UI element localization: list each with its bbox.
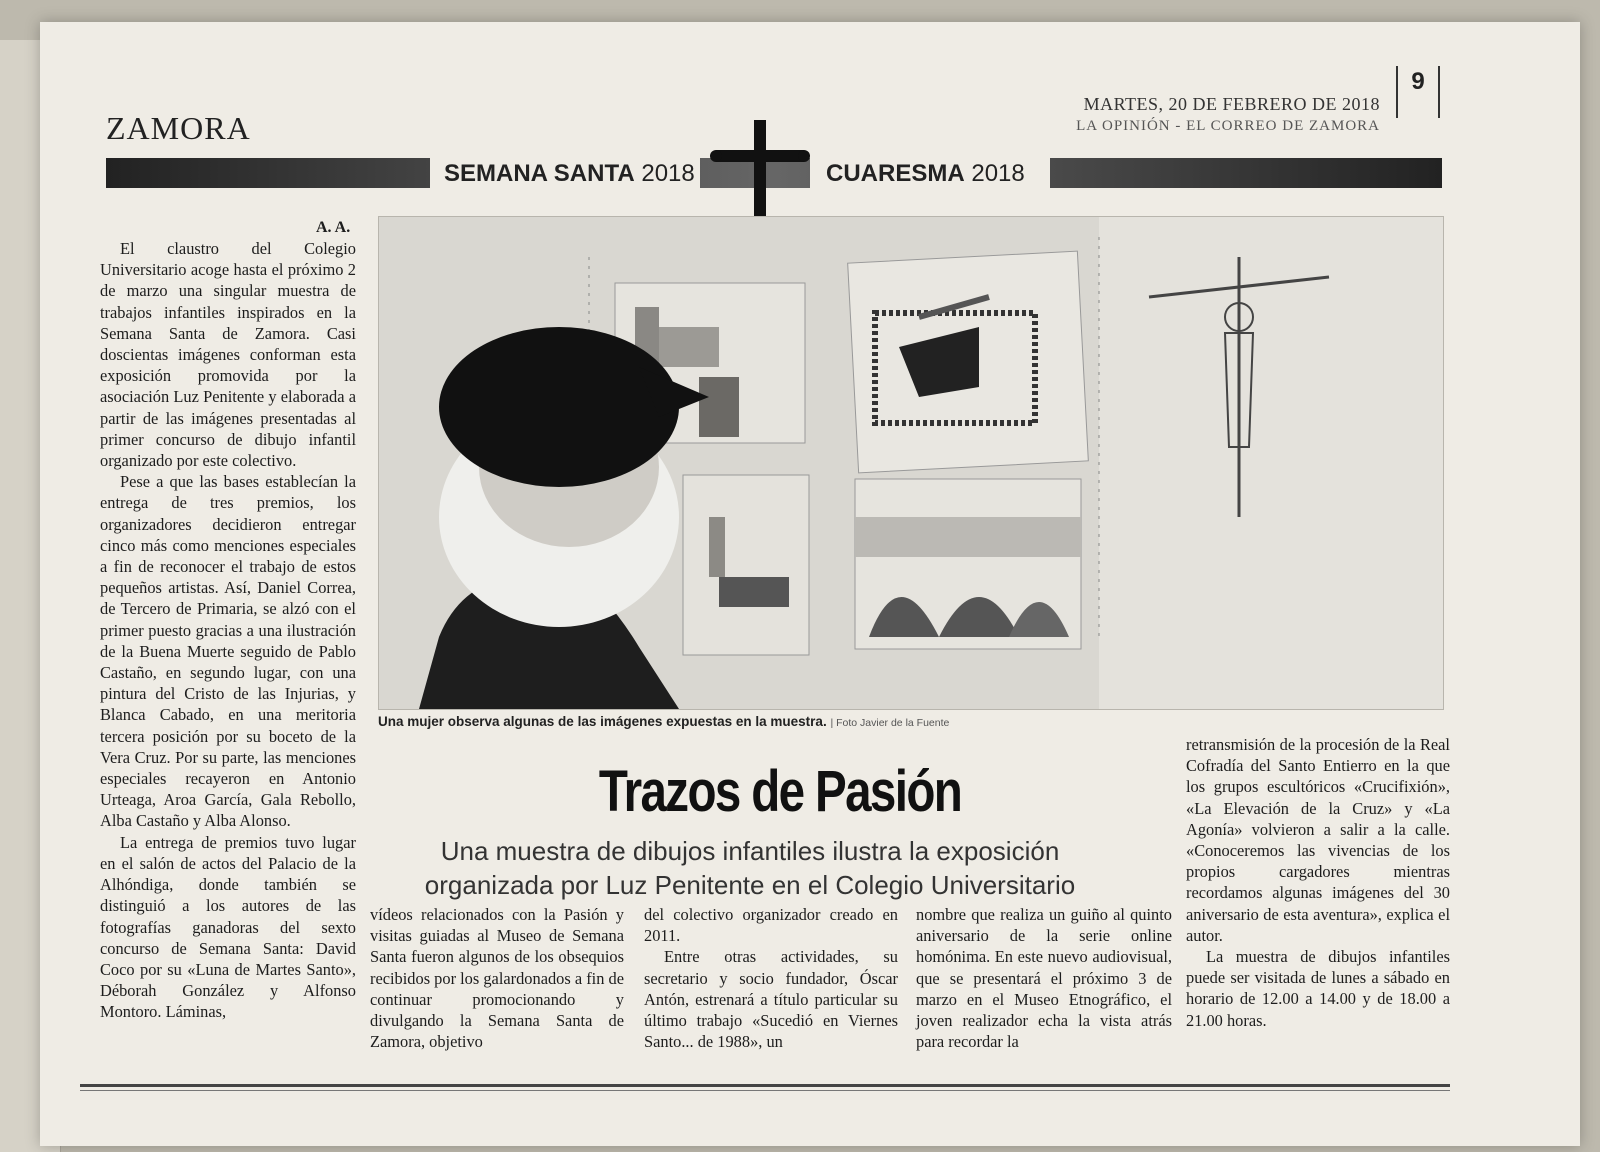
band-label-cuaresma: [826, 160, 1025, 188]
paragraph: vídeos relacionados con la Pasión y visitas guiadas al Museo de Semana Santa fueron algunos de los obsequios recibidos por los galardonados a fin de continuar promocionando y divulgando la Semana Santa de Zamora, objetivo: [370, 905, 624, 1052]
headline: Trazos de Pasión: [598, 759, 962, 824]
band-right-year: 2018: [971, 160, 1025, 187]
paragraph: retransmisión de la procesión de la Real Cofradía del Santo Entierro en la que los grupos escultóricos «Crucifixión», «La Elevación de la Cruz» y «La Agonía» volvieron a salir a la calle. «Conoceremos las vivencias de los propios cargadores mientras recordamos algunas imágenes del 30 aniversario de esta aventura», explica el autor.: [1186, 735, 1450, 945]
article-column-1: [100, 238, 356, 1023]
band-left-bold: SEMANA SANTA: [444, 160, 635, 187]
bottom-rule-thin: [80, 1090, 1450, 1091]
paragraph: Pese a que las bases establecían la entrega de tres premios, los organizadores decidieron entregar cinco más como menciones especiales a fin de reconocer el trabajo de estos pequeños artistas. Así, Daniel Correa, de Tercero de Primaria, se alzó con el primer puesto gracias a una ilustración de la Buena Muerte seguido de Pablo Castaño, en segundo lugar, con una pintura del Cristo de las Injurias, y Blanca Cabado, en una meritoria tercera posición por su boceto de la Vera Cruz. Por su parte, las menciones especiales recayeron en Antonio Urteaga, Aroa García, Gala Rebollo, Alba Castaño y Alba Alonso.: [100, 472, 356, 831]
photo-credit: | Foto Javier de la Fuente: [830, 717, 950, 729]
paragraph: nombre que realiza un guiño al quinto aniversario de la serie online homónima. En este nuevo audiovisual, que se presentará el próximo 3 de marzo en el Museo Etnográfico, el joven realizador echa la vista atrás para recordar la: [916, 905, 1172, 1052]
newspaper-name: LA OPINIÓN - EL CORREO DE ZAMORA: [1076, 118, 1380, 134]
article-column-4: [916, 904, 1172, 1052]
article-column-3: [644, 904, 898, 1052]
cross-icon: [710, 120, 810, 230]
band-right-bold: CUARESMA: [826, 160, 965, 187]
paragraph: La entrega de premios tuvo lugar en el salón de actos del Palacio de la Alhóndiga, donde también se distinguió a los autores de las fotografías ganadoras del sexto concurso de Semana Santa: David Coco por su «Luna de Martes Santo», Déborah González y Alfonso Montoro. Láminas,: [100, 832, 356, 1022]
byline: A. A.: [316, 219, 351, 236]
photo-caption: [378, 714, 949, 729]
page-number-box: [1396, 66, 1440, 118]
section-name: ZAMORA: [106, 110, 251, 146]
caption-text: Una mujer observa algunas de las imágenes expuestas en la muestra.: [378, 714, 827, 729]
article-column-2: [370, 904, 624, 1052]
photo-illustration: [379, 217, 1443, 709]
paragraph: El claustro del Colegio Universitario acoge hasta el próximo 2 de marzo una singular muestra de trabajos infantiles inspirados en la Semana Santa de Zamora. Casi doscientas imágenes conforman esta exposición promovida por la asociación Luz Penitente y elaborada a partir de las imágenes presentadas al primer concurso de dibujo infantil organizado por este colectivo.: [100, 239, 356, 471]
subheadline-line: organizada por Luz Penitente en el Colegio Universitario: [424, 870, 1076, 900]
band-label-semana-santa: [444, 160, 695, 188]
paragraph: Entre otras actividades, su secretario y socio fundador, Óscar Antón, estrenará a título particular su último trabajo «Sucedió en Viernes Santo... de 1988», un: [644, 947, 898, 1052]
issue-date: MARTES, 20 DE FEBRERO DE 2018: [1083, 94, 1380, 114]
page-number: 9: [1411, 68, 1425, 95]
subheadline: [380, 834, 1120, 902]
band-left-year: 2018: [641, 160, 695, 187]
bottom-rule: [80, 1084, 1450, 1087]
article-column-5: [1186, 734, 1450, 1031]
paragraph: del colectivo organizador creado en 2011.: [644, 905, 898, 946]
exhibition-photo: [378, 216, 1444, 710]
newspaper-page: [40, 22, 1580, 1146]
paragraph: La muestra de dibujos infantiles puede ser visitada de lunes a sábado en horario de 12.00 a 14.00 y de 18.00 a 21.00 horas.: [1186, 947, 1450, 1030]
subheadline-line: Una muestra de dibujos infantiles ilustra la exposición: [440, 836, 1060, 866]
